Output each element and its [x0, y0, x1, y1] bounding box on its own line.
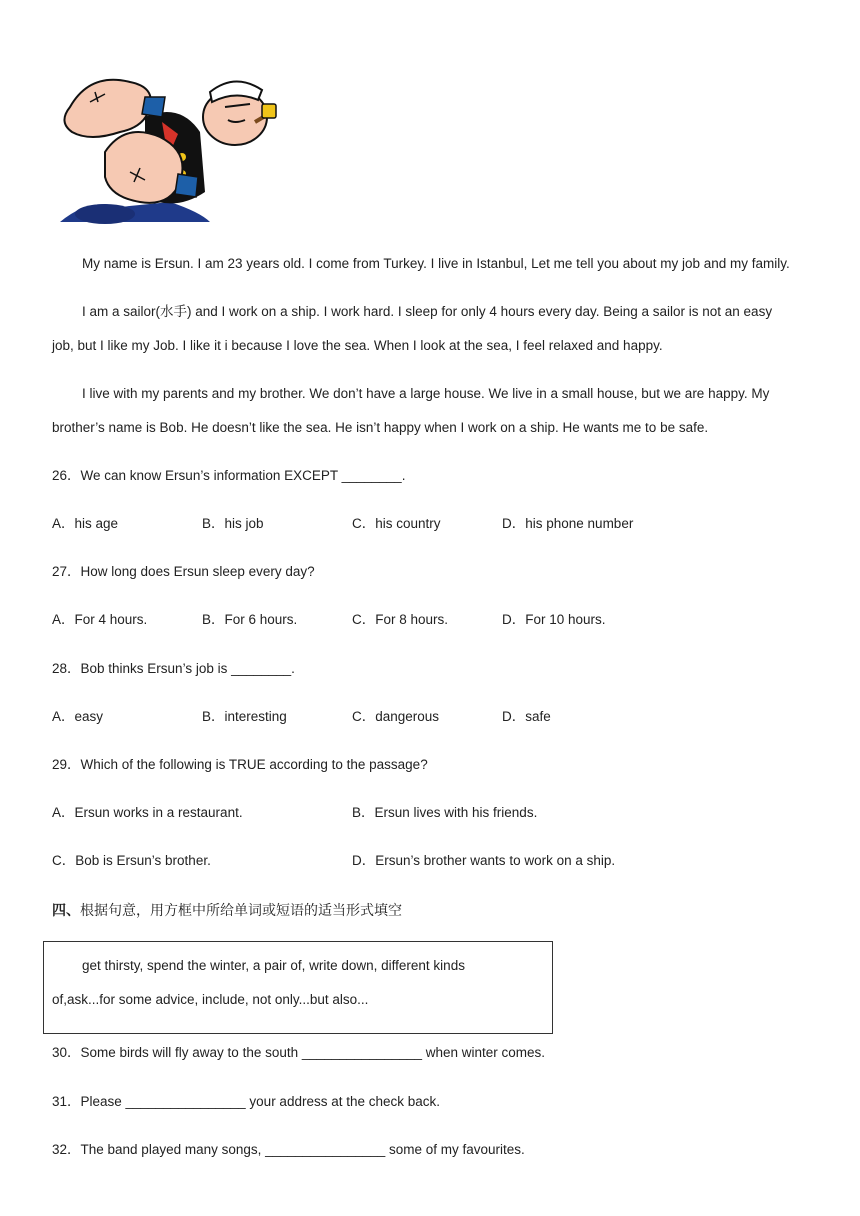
section-4-number: 四、: [52, 903, 80, 919]
question-27-option-c[interactable]: C．For 8 hours.: [352, 612, 449, 627]
question-27-option-d[interactable]: D．For 10 hours.: [502, 612, 606, 627]
passage-paragraph-1: My name is Ersun. I am 23 years old. I come from Turkey. I live in Istanbul, Let me tell you about my job and my family.: [82, 256, 790, 271]
word-bank-line-2: of,ask...for some advice, include, not only...but also...: [52, 992, 369, 1007]
question-29-option-c[interactable]: C．Bob is Ersun’s brother.: [52, 853, 211, 868]
question-31: 31．Please ________________ your address at the check back.: [52, 1094, 441, 1109]
word-bank-box: [43, 941, 553, 1034]
question-29-option-b[interactable]: B．Ersun lives with his friends.: [352, 805, 538, 820]
passage-paragraph-3-line-2: brother’s name is Bob. He doesn’t like the sea. He isn’t happy when I work on a ship. He wants me to be safe.: [52, 420, 709, 435]
question-27-stem: 27．How long does Ersun sleep every day?: [52, 564, 315, 579]
passage-paragraph-2-line-1: I am a sailor(水手) and I work on a ship. I work hard. I sleep for only 4 hours every day. Being a sailor is not an easy: [82, 304, 773, 319]
sailor-cartoon-illustration: [50, 62, 280, 224]
question-28-option-d[interactable]: D．safe: [502, 709, 551, 724]
word-bank-line-1: get thirsty, spend the winter, a pair of, write down, different kinds: [82, 958, 465, 973]
question-29-stem: 29．Which of the following is TRUE according to the passage?: [52, 757, 428, 772]
question-28-option-b[interactable]: B．interesting: [202, 709, 287, 724]
question-26-option-a[interactable]: A．his age: [52, 516, 119, 531]
section-4-instruction: 根据句意，用方框中所给单词或短语的适当形式填空: [80, 903, 402, 919]
question-27-option-b[interactable]: B．For 6 hours.: [202, 612, 298, 627]
question-26-option-d[interactable]: D．his phone number: [502, 516, 634, 531]
passage-paragraph-2-line-2: job, but I like my Job. I like it i because I love the sea. When I look at the sea, I feel relaxed and happy.: [52, 338, 663, 353]
question-28-option-a[interactable]: A．easy: [52, 709, 104, 724]
question-32: 32．The band played many songs, ________________ some of my favourites.: [52, 1142, 525, 1157]
question-26-option-b[interactable]: B．his job: [202, 516, 264, 531]
passage-paragraph-3-line-1: I live with my parents and my brother. We don’t have a large house. We live in a small house, but we are happy. My: [82, 386, 770, 401]
question-29-option-d[interactable]: D．Ersun’s brother wants to work on a ship.: [352, 853, 616, 868]
question-30: 30．Some birds will fly away to the south ________________ when winter comes.: [52, 1045, 546, 1060]
question-26-option-c[interactable]: C．his country: [352, 516, 441, 531]
question-26-stem: 26．We can know Ersun’s information EXCEPT ________.: [52, 468, 406, 483]
question-28-stem: 28．Bob thinks Ersun’s job is ________.: [52, 661, 295, 676]
section-4-heading: [52, 900, 402, 920]
question-29-option-a[interactable]: A．Ersun works in a restaurant.: [52, 805, 243, 820]
question-27-option-a[interactable]: A．For 4 hours.: [52, 612, 148, 627]
question-28-option-c[interactable]: C．dangerous: [352, 709, 440, 724]
